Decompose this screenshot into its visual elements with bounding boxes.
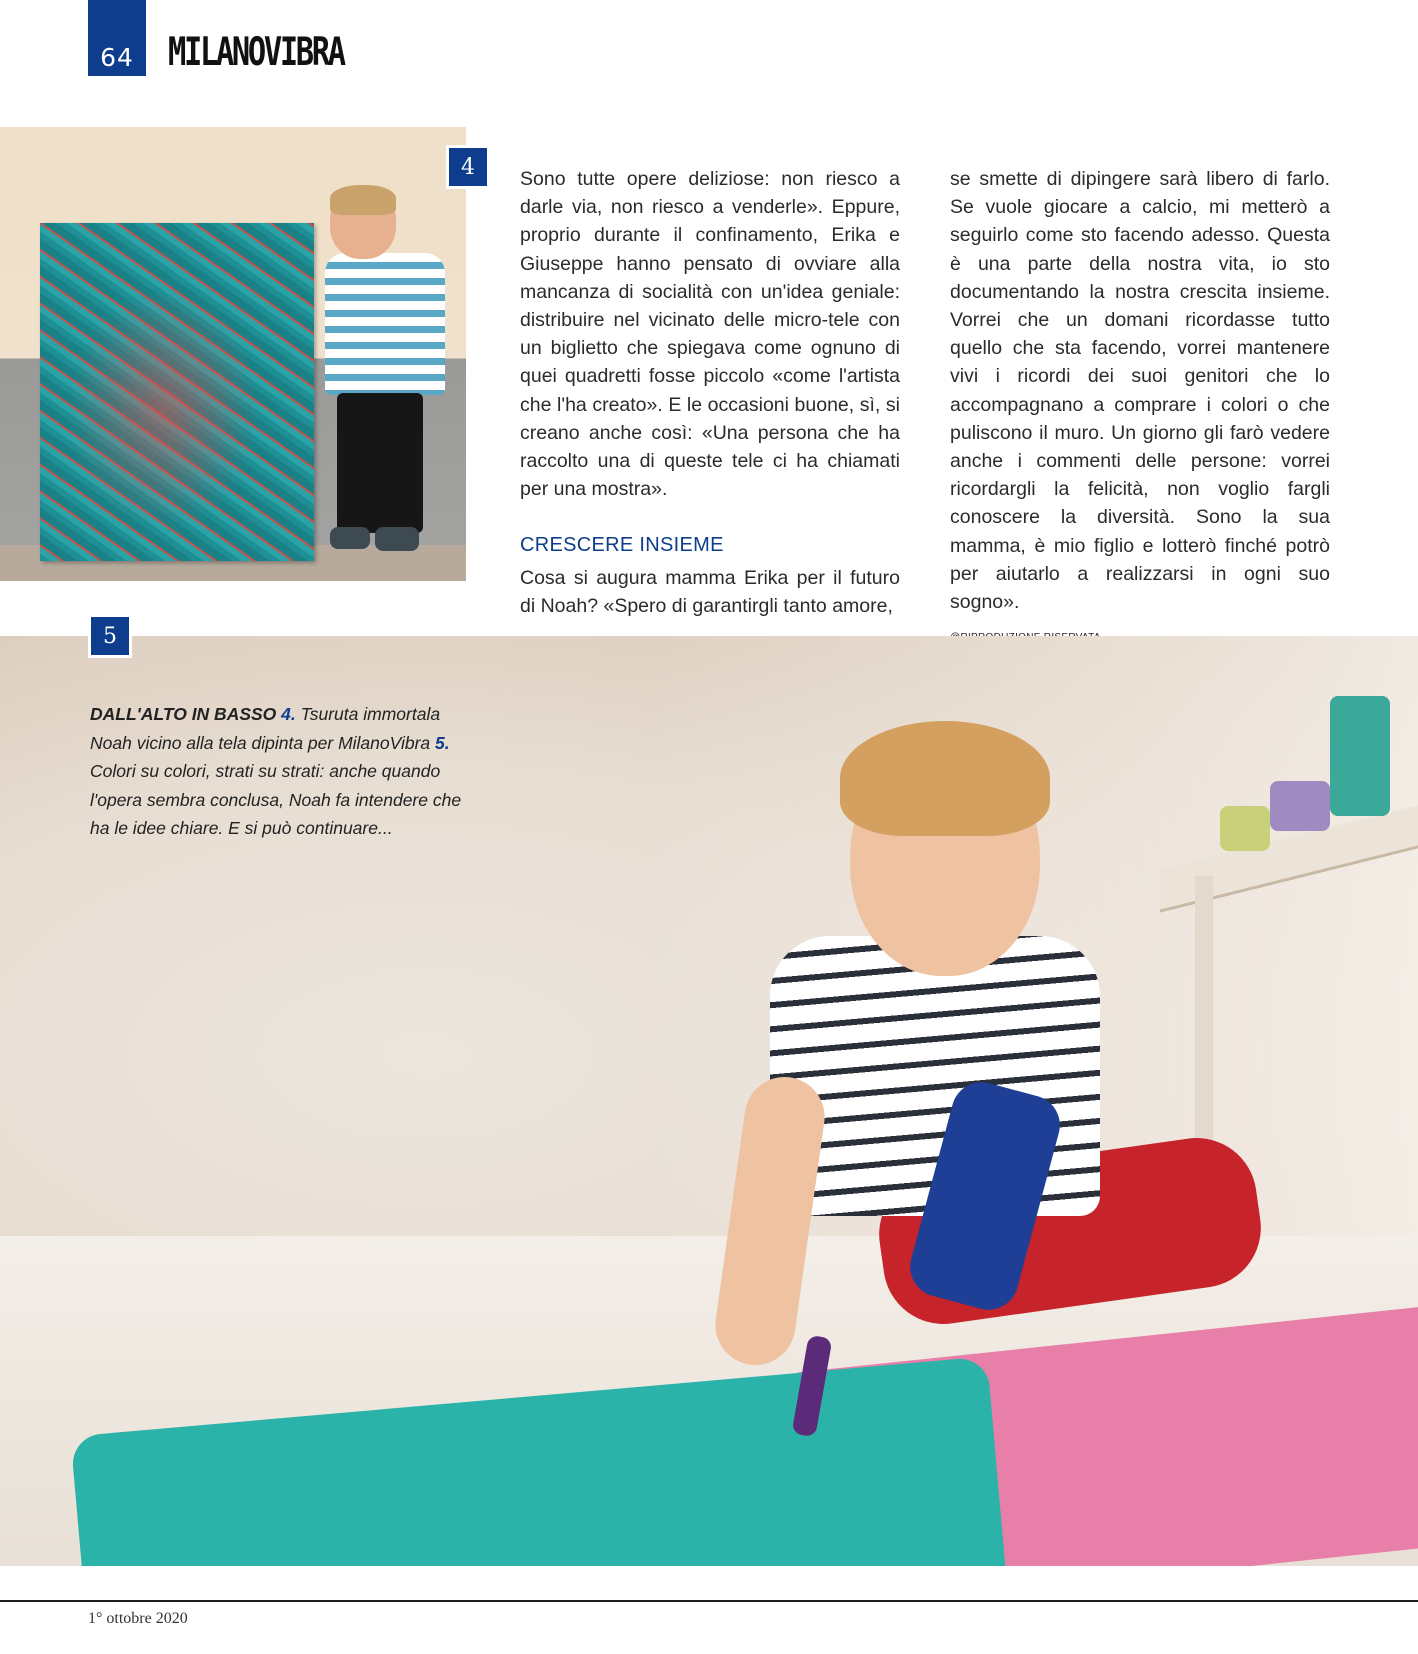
caption-number: 5. <box>435 732 450 753</box>
photo5-paint-bottle <box>1330 696 1390 816</box>
footer-divider <box>0 1600 1418 1602</box>
article-column-1 <box>520 165 900 620</box>
issue-date: 1° ottobre 2020 <box>88 1610 188 1627</box>
photo4-kid-pants <box>337 393 423 533</box>
photo-caption <box>90 700 480 843</box>
photo5-number-badge: 5 <box>88 614 132 658</box>
photo4-kid-shoe <box>330 527 370 549</box>
article-paragraph: se smette di dipingere sarà libero di farlo. Se vuole giocare a calcio, mi metterò a seguirlo come sto facendo adesso. Questa è una parte della nostra vita, io sto documentando la nostra crescita insieme. Vorrei che un domani ricordasse tutto quello che sta facendo, vorrei mantenere vivi i ricordi dei suoi genitori che lo accompagnano a comprare i colori o che puliscono il muro. Un giorno gli farò vedere anche i commenti delle persone: vorrei ricordargli la felicità, non voglio fargli conoscere la diversità. Sono la sua mamma, è mio figlio e lotterò finché potrò per aiutarlo a realizzarsi in ogni suo sogno». <box>950 168 1330 614</box>
photo5-boy-hair <box>840 721 1050 836</box>
magazine-logo: MILANOVIBRA <box>168 30 344 75</box>
photo4-painting <box>40 223 314 561</box>
caption-lead: DALL'ALTO IN BASSO <box>90 704 277 724</box>
photo4-kid-hair <box>330 185 396 215</box>
photo5-paint-jar <box>1220 806 1270 851</box>
page-number: 64 <box>88 0 146 76</box>
photo5-paint-jar <box>1270 781 1330 831</box>
photo-boy-with-painting <box>0 127 466 581</box>
caption-text: Tsuruta immortala Noah vicino alla tela dipinta per MilanoVibra <box>90 704 441 753</box>
photo4-number-badge: 4 <box>446 145 490 189</box>
article-paragraph: Cosa si augura mamma Erika per il futuro di Noah? «Spero di garantirgli tanto amore, <box>520 566 900 617</box>
photo4-kid-shoe <box>375 527 419 551</box>
article-column-2 <box>950 165 1330 652</box>
caption-number: 4. <box>281 704 296 724</box>
article-paragraph: Sono tutte opere deliziose: non riesco a darle via, non riesco a venderle». Eppure, proprio durante il confinamento, Erika e Giuseppe hanno pensato di ovviare alla mancanza di socialità con un'idea geniale: distribuire nel vicinato delle micro-tele con un biglietto che spiegava come ognuno di quei quadretti fosse piccolo «come l'artista che l'ha creato». E le occasioni buone, sì, si creano anche così: «Una persona che ha raccolto una di queste tele ci ha chiamati per una mostra». <box>520 168 900 501</box>
caption-text: Colori su colori, strati su strati: anche quando l'opera sembra conclusa, Noah fa intendere che ha le idee chiare. E si può continuare... <box>90 761 462 838</box>
photo4-kid-shirt <box>325 253 445 395</box>
article-subheading: CRESCERE INSIEME <box>520 534 724 557</box>
